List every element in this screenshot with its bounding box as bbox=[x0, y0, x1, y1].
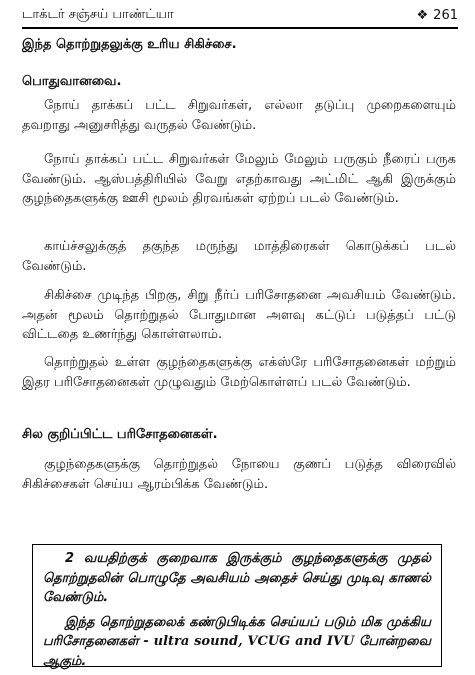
paragraph-1: நோய் தாக்கப் பட்ட சிறுவர்கள், எல்லா தடுப்பு முறைகளையும் தவறாது அனுசரித்து வருதல் வேண்டும். bbox=[22, 98, 456, 133]
paragraph-4: சிகிச்சை முடிந்த பிறகு, சிறு நீர்ப் பரிசோதனை அவசியம் வேண்டும். அதன் மூலம் தொற்றுதல் போதுமான அளவு கட்டுப் படுத்தப் பட்டு விட்டதை உணர்ந்து கொள்ளலாம். bbox=[22, 288, 456, 342]
page-number: 261 bbox=[433, 7, 458, 23]
section-title: இந்த தொற்றுதலுக்கு உரிய சிகிச்சை. bbox=[22, 37, 237, 52]
special-paragraph: குழந்தைகளுக்கு தொற்றுதல் நோயை குணப் படுத்த விரைவில் சிகிச்சைகள் செய்ய ஆரம்பிக்க வேண்டும். bbox=[22, 457, 456, 492]
page-header bbox=[22, 4, 458, 26]
general-heading: பொதுவானவை. bbox=[22, 74, 122, 89]
note-text-tamil: இந்த தொற்றுதலைக் கண்டுபிடிக்க செய்யப் படும் மிக முக்கிய பரிசோதனைகள் - bbox=[43, 614, 431, 649]
paragraph-2: நோய் தாக்கப் பட்ட சிறுவர்கள் மேலும் மேலும் பருகும் நீரைப் பருக வேண்டும். ஆஸ்பத்திரியில் வேறு எதற்காவது அட்மிட் ஆகி இருக்கும் குழந்தைகளுக்கு ஊசி மூலம் திரவங்கள் ஏற்றப் படல் வேண்டும். bbox=[22, 152, 456, 206]
note-text-tail: போன்றவை ஆகும். bbox=[43, 634, 432, 669]
running-title: டாக்டர் சஞ்சய் பாண்ட்யா bbox=[22, 7, 174, 22]
paragraph-5: தொற்றுதல் உள்ள குழந்தைகளுக்கு எக்ஸ்ரே பரிசோதனைகள் மற்றும் இதர பரிசோதனைகள் முழுவதும் மேற்கொள்ளப் படல் வேண்டும். bbox=[22, 355, 456, 390]
note-paragraph-1: 2 வயதிற்குக் குறைவாக இருக்கும் குழந்தைகளுக்கு முதல் தொற்றுதலின் பொழுதே அவசியம் அதைச் செய்து முடிவு காணல் வேண்டும். bbox=[43, 551, 431, 605]
header-rule bbox=[22, 27, 458, 29]
note-paragraph-2 bbox=[43, 613, 431, 672]
note-text-english: ultra sound, VCUG and IVU bbox=[153, 634, 355, 649]
page-number-group bbox=[417, 8, 458, 23]
paragraph-3: காய்ச்சலுக்குத் தகுந்த மருந்து மாத்திரைகள் கொடுக்கப் படல் வேண்டும். bbox=[22, 239, 456, 274]
special-heading: சில குறிப்பிட்ட பரிசோதனைகள். bbox=[22, 427, 218, 442]
note-box bbox=[32, 544, 442, 667]
diamond-ornament-icon: ❖ bbox=[416, 7, 429, 23]
